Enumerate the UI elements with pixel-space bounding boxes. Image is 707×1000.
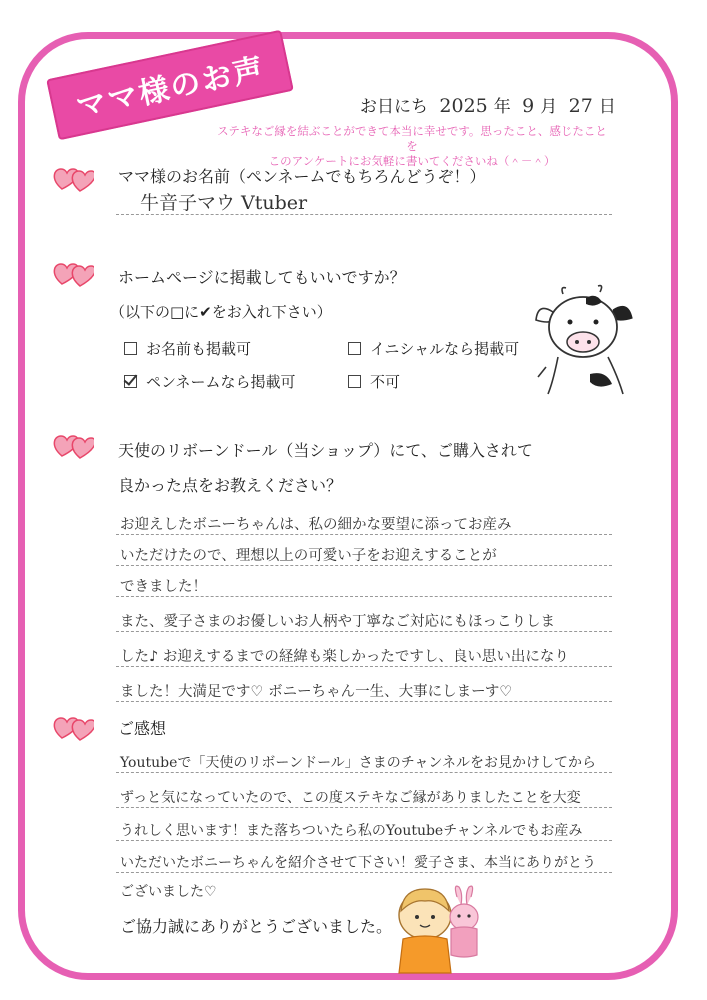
hearts-icon [52,258,94,288]
q2-label: ホームページに掲載してもいいですか？ [118,268,406,287]
date-day: 27 [568,95,593,117]
option-penname [124,371,296,392]
intro-text [212,124,612,169]
checkbox-checked[interactable] [124,375,137,388]
answer-line [116,596,612,597]
date-year: 2025 [439,95,488,117]
q4-answer-line: ございました♡ [120,884,217,900]
q4-answer-line: うれしく思います！また落ちついたら私のYoutubeチャンネルでもお産み [120,823,583,839]
hearts-icon [52,430,94,460]
q3-answer-line: した♪ お迎えするまでの経緯も楽しかったですし、良い思い出になり [120,649,569,665]
answer-line [116,840,612,841]
q1-label: ママ様のお名前（ペンネームでもちろんどうぞ！） [118,167,486,186]
date-day-unit: 日 [598,97,616,117]
date-label: お日にち [360,97,428,117]
hearts-icon [52,712,94,742]
hearts-icon [52,163,94,193]
checkbox[interactable] [348,375,361,388]
q2-sub: （以下の□に✔をお入れ下さい） [110,303,332,321]
date-row [360,92,616,117]
cow-icon [528,282,638,402]
answer-line [116,214,612,215]
answer-line [116,772,612,773]
intro-line: このアンケートにお気軽に書いてくださいね（＾－＾） [268,154,556,168]
q3-label-line2: 良かった点をお教えください？ [118,476,343,495]
checkbox[interactable] [348,342,361,355]
answer-line [116,534,612,535]
option-name [124,338,251,359]
answer-line [116,807,612,808]
q3-answer-line: ました！大満足です♡ ボニーちゃん一生、大事にしまーす♡ [120,684,513,700]
option-label: 不可 [370,373,401,391]
date-year-unit: 年 [493,97,511,117]
answer-line [116,872,612,873]
answer-line [116,701,612,702]
q1-answer: 牛音子マウ Vtuber [140,192,308,214]
answer-line [116,666,612,667]
option-initial [348,338,519,359]
date-month: 9 [522,95,535,117]
option-label: お名前も掲載可 [146,340,252,358]
q3-answer-line: できました！ [120,579,207,595]
q3-answer-line: お迎えしたボニーちゃんは、私の細かな要望に添ってお産み [120,517,512,533]
option-label: イニシャルなら掲載可 [370,340,520,358]
checkbox[interactable] [124,342,137,355]
answer-line [116,565,612,566]
q4-answer-line: ずっと気になっていたので、この度ステキなご縁がありましたことを大変 [120,790,581,806]
q3-answer-line: また、愛子さまのお優しいお人柄や丁寧なご対応にもほっこりしま [120,614,555,630]
option-label: ペンネームなら掲載可 [146,373,296,391]
q3-answer-line: いただけたので、理想以上の可愛い子をお迎えすることが [120,548,497,564]
title-badge: ママ様のお声 [46,30,294,141]
q4-answer-line: いただいたボニーちゃんを紹介させて下さい！愛子さま、本当にありがとう [120,855,596,871]
child-with-bunny-icon [385,885,495,975]
option-no [348,371,400,392]
q3-label-line1: 天使のリボーンドール（当ショップ）にて、ご購入されて [118,441,533,460]
answer-line [116,631,612,632]
closing-text: ご協力誠にありがとうございました。 [120,917,393,936]
q4-answer-line: Youtubeで「天使のリボーンドール」さまのチャンネルをお見かけしてから [120,755,596,771]
date-month-unit: 月 [540,97,558,117]
intro-line: ステキなご縁を結ぶことができて本当に幸せです。思ったこと、感じたことを [217,124,607,153]
q4-label: ご感想 [118,719,167,738]
